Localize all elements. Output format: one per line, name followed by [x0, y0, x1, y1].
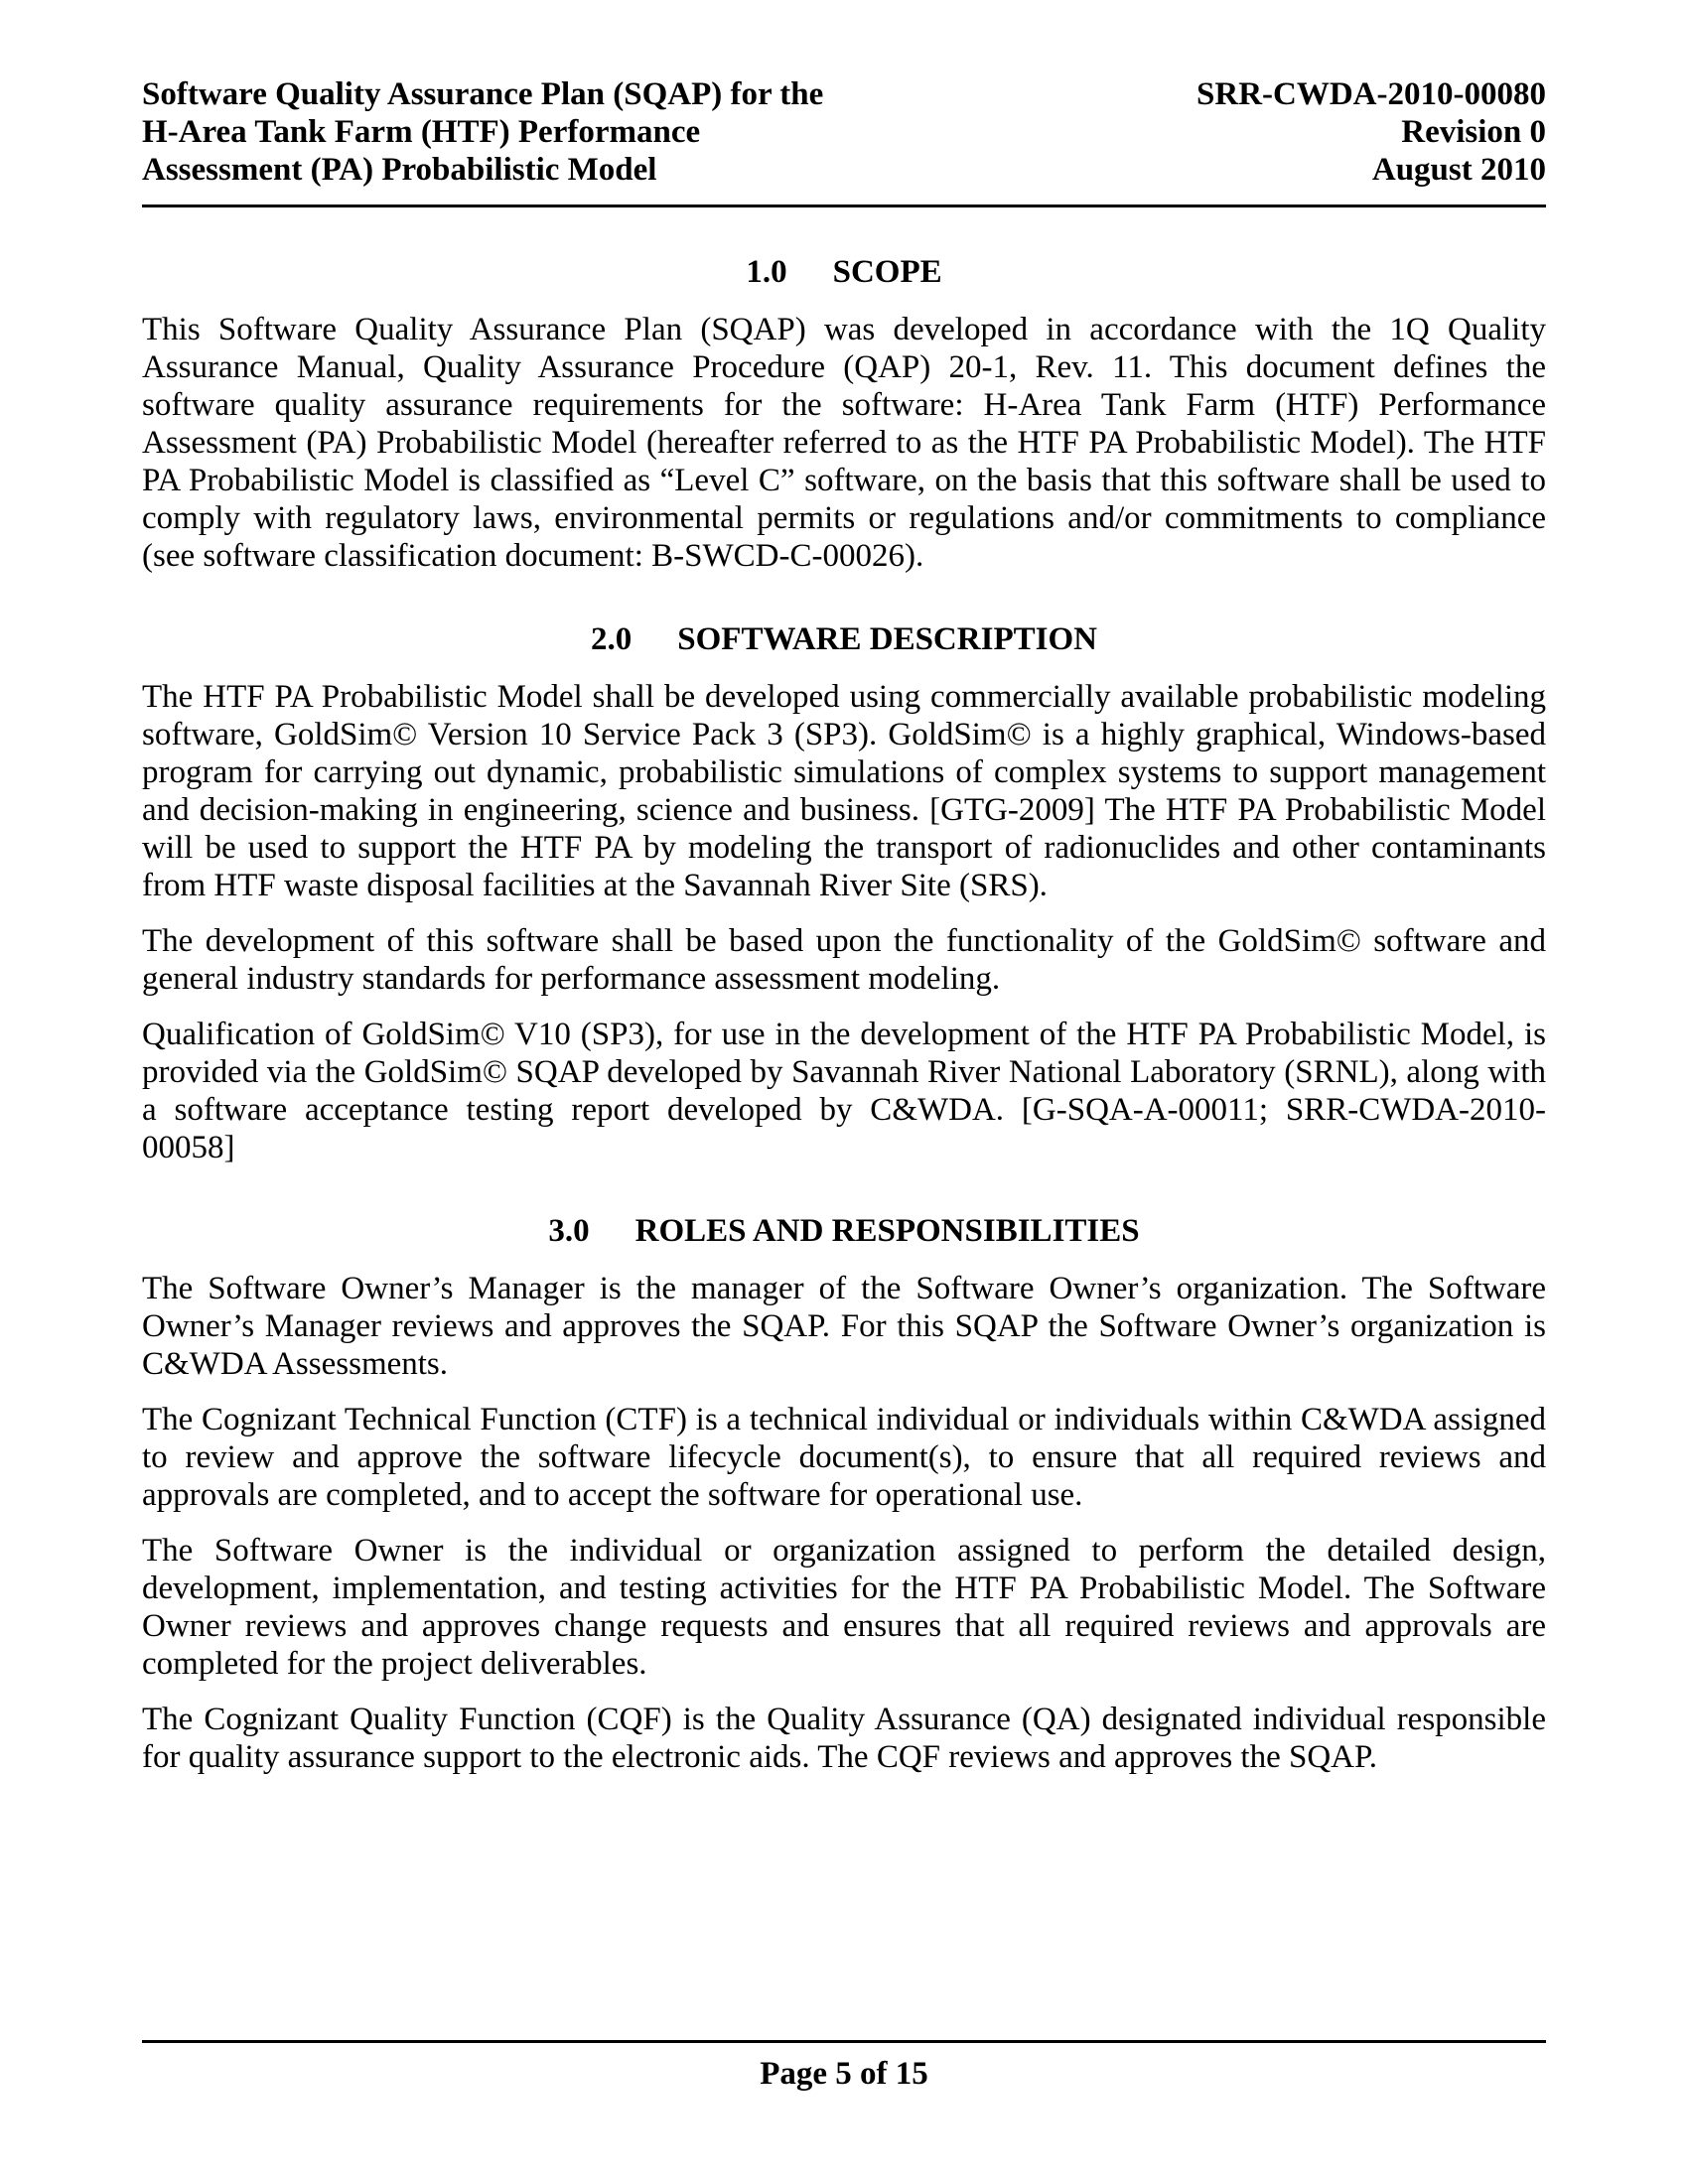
section-number: 3.0 [548, 1213, 590, 1249]
header-title-line-3: Assessment (PA) Probabilistic Model [142, 152, 657, 188]
header-title-line-1: Software Quality Assurance Plan (SQAP) for the [142, 76, 824, 112]
section-title: SOFTWARE DESCRIPTION [677, 621, 1097, 657]
section-heading-software-description [142, 620, 1546, 658]
paragraph: The HTF PA Probabilistic Model shall be developed using commercially available probabilistic modeling software, GoldSim© Version 10 Service Pack 3 (SP3). GoldSim© is a highly graphical, Windows-based program for carrying out dynamic, probabilistic simulations of complex systems to support management and decision-making in engineering, science and business. [GTG-2009] The HTF PA Probabilistic Model will be used to support the HTF PA by modeling the transport of radionuclides and other contaminants from HTF waste disposal facilities at the Savannah River Site (SRS). [142, 679, 1546, 903]
header-revision: Revision 0 [1401, 114, 1546, 150]
header-title-line-2: H-Area Tank Farm (HTF) Performance [142, 114, 701, 150]
paragraph: The Software Owner’s Manager is the manager of the Software Owner’s organization. The Software Owner’s Manager reviews and approves the SQAP. For this SQAP the Software Owner’s organization is C&WDA Assessments. [142, 1271, 1546, 1382]
section-title: SCOPE [832, 254, 942, 290]
header-document-number: SRR-CWDA-2010-00080 [1196, 76, 1546, 112]
page-number-label: Page 5 of 15 [760, 2056, 928, 2092]
section-scope [142, 253, 1546, 575]
paragraph: The Software Owner is the individual or organization assigned to perform the detailed design, development, implementation, and testing activities for the HTF PA Probabilistic Model. The Software Owner reviews and approves change requests and ensures that all required reviews and approvals are completed for the project deliverables. [142, 1533, 1546, 1682]
paragraph: The development of this software shall be based upon the functionality of the GoldSim© software and general industry standards for performance assessment modeling. [142, 923, 1546, 997]
section-number: 2.0 [591, 621, 633, 657]
header-docinfo-block [1196, 75, 1546, 189]
section-title: ROLES AND RESPONSIBILITIES [634, 1213, 1140, 1249]
document-header [142, 75, 1546, 207]
paragraph: The Cognizant Quality Function (CQF) is the Quality Assurance (QA) designated individual responsible for quality assurance support to the electronic aids. The CQF reviews and approves the SQAP. [142, 1702, 1546, 1775]
section-software-description [142, 620, 1546, 1166]
section-heading-scope [142, 253, 1546, 291]
paragraph: Qualification of GoldSim© V10 (SP3), for use in the development of the HTF PA Probabilistic Model, is provided via the GoldSim© SQAP developed by Savannah River National Laboratory (SRNL), along with a software acceptance testing report developed by C&WDA. [G-SQA-A-00011; SRR-CWDA-2010-00058] [142, 1017, 1546, 1165]
section-number: 1.0 [746, 254, 787, 290]
header-date: August 2010 [1371, 152, 1546, 188]
document-footer [142, 2040, 1546, 2093]
paragraph: The Cognizant Technical Function (CTF) is a technical individual or individuals within C&WDA assigned to review and approve the software lifecycle document(s), to ensure that all required reviews and approvals are completed, and to accept the software for operational use. [142, 1402, 1546, 1513]
section-heading-roles-responsibilities [142, 1212, 1546, 1250]
header-title-block [142, 75, 823, 189]
page-content [142, 0, 1546, 1794]
paragraph: This Software Quality Assurance Plan (SQAP) was developed in accordance with the 1Q Quality Assurance Manual, Quality Assurance Procedure (QAP) 20-1, Rev. 11. This document defines the software quality assurance requirements for the software: H-Area Tank Farm (HTF) Performance Assessment (PA) Probabilistic Model (hereafter referred to as the HTF PA Probabilistic Model). The HTF PA Probabilistic Model is classified as “Level C” software, on the basis that this software shall be used to comply with regulatory laws, environmental permits or regulations and/or commitments to compliance (see software classification document: B-SWCD-C-00026). [142, 312, 1546, 574]
section-roles-responsibilities [142, 1212, 1546, 1776]
